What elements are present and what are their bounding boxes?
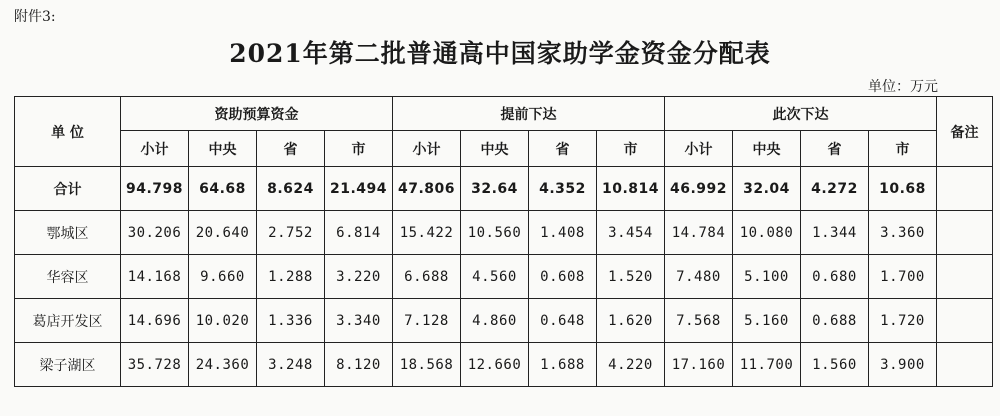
remark-cell [937,255,993,299]
remark-cell [937,167,993,211]
value-cell: 1.288 [257,255,325,299]
value-cell: 24.360 [189,343,257,387]
value-cell: 14.784 [665,211,733,255]
sub-header-cell: 中央 [733,131,801,167]
sub-header-cell: 省 [529,131,597,167]
value-cell: 1.520 [597,255,665,299]
value-cell: 64.68 [189,167,257,211]
sub-header-cell: 市 [325,131,393,167]
remark-cell [937,211,993,255]
value-cell: 10.020 [189,299,257,343]
table-row [15,211,993,255]
value-cell: 1.560 [801,343,869,387]
sub-header-cell: 小计 [121,131,189,167]
value-cell: 10.814 [597,167,665,211]
value-cell: 3.454 [597,211,665,255]
value-cell: 32.64 [461,167,529,211]
value-cell: 32.04 [733,167,801,211]
attachment-label: 附件3: [14,9,56,25]
sub-header-cell: 中央 [189,131,257,167]
value-cell: 0.680 [801,255,869,299]
value-cell: 10.68 [869,167,937,211]
value-cell: 20.640 [189,211,257,255]
table-row [15,299,993,343]
value-cell: 1.336 [257,299,325,343]
value-cell: 6.688 [393,255,461,299]
table-row [15,343,993,387]
value-cell: 14.168 [121,255,189,299]
group-header-advance: 提前下达 [393,97,665,131]
value-cell: 21.494 [325,167,393,211]
row-name-cell: 合计 [15,167,121,211]
value-cell: 17.160 [665,343,733,387]
value-cell: 94.798 [121,167,189,211]
value-cell: 47.806 [393,167,461,211]
value-cell: 11.700 [733,343,801,387]
value-cell: 3.220 [325,255,393,299]
table-row [15,255,993,299]
value-cell: 35.728 [121,343,189,387]
value-cell: 1.620 [597,299,665,343]
value-cell: 1.688 [529,343,597,387]
value-cell: 7.128 [393,299,461,343]
value-cell: 0.688 [801,299,869,343]
row-name-cell: 华容区 [15,255,121,299]
value-cell: 4.220 [597,343,665,387]
value-cell: 1.344 [801,211,869,255]
value-cell: 10.560 [461,211,529,255]
allocation-table [14,96,993,387]
group-header-current: 此次下达 [665,97,937,131]
value-cell: 3.360 [869,211,937,255]
row-header-cell: 单 位 [15,97,121,167]
row-name-cell: 葛店开发区 [15,299,121,343]
row-name-cell: 梁子湖区 [15,343,121,387]
value-cell: 9.660 [189,255,257,299]
value-cell: 8.624 [257,167,325,211]
value-cell: 4.560 [461,255,529,299]
value-cell: 2.752 [257,211,325,255]
sub-header-cell: 小计 [665,131,733,167]
value-cell: 5.100 [733,255,801,299]
value-cell: 0.648 [529,299,597,343]
sub-header-cell: 省 [801,131,869,167]
value-cell: 7.480 [665,255,733,299]
group-header-budget: 资助预算资金 [121,97,393,131]
value-cell: 14.696 [121,299,189,343]
value-cell: 1.700 [869,255,937,299]
sub-header-cell: 中央 [461,131,529,167]
sub-header-cell: 小计 [393,131,461,167]
value-cell: 4.860 [461,299,529,343]
remark-cell [937,299,993,343]
value-cell: 30.206 [121,211,189,255]
sub-header-cell: 省 [257,131,325,167]
value-cell: 5.160 [733,299,801,343]
value-cell: 10.080 [733,211,801,255]
remark-cell [937,343,993,387]
sub-header-cell: 市 [597,131,665,167]
value-cell: 4.272 [801,167,869,211]
value-cell: 12.660 [461,343,529,387]
value-cell: 46.992 [665,167,733,211]
value-cell: 18.568 [393,343,461,387]
value-cell: 8.120 [325,343,393,387]
value-cell: 7.568 [665,299,733,343]
value-cell: 3.340 [325,299,393,343]
sub-header-cell: 市 [869,131,937,167]
value-cell: 1.720 [869,299,937,343]
value-cell: 15.422 [393,211,461,255]
value-cell: 3.900 [869,343,937,387]
row-name-cell: 鄂城区 [15,211,121,255]
value-cell: 0.608 [529,255,597,299]
page-title: 2021年第二批普通高中国家助学金资金分配表 [229,39,771,68]
value-cell: 3.248 [257,343,325,387]
value-cell: 1.408 [529,211,597,255]
value-cell: 6.814 [325,211,393,255]
remarks-header-cell: 备注 [937,97,993,167]
total-row [15,167,993,211]
value-cell: 4.352 [529,167,597,211]
unit-note: 单位：万元 [868,79,938,95]
